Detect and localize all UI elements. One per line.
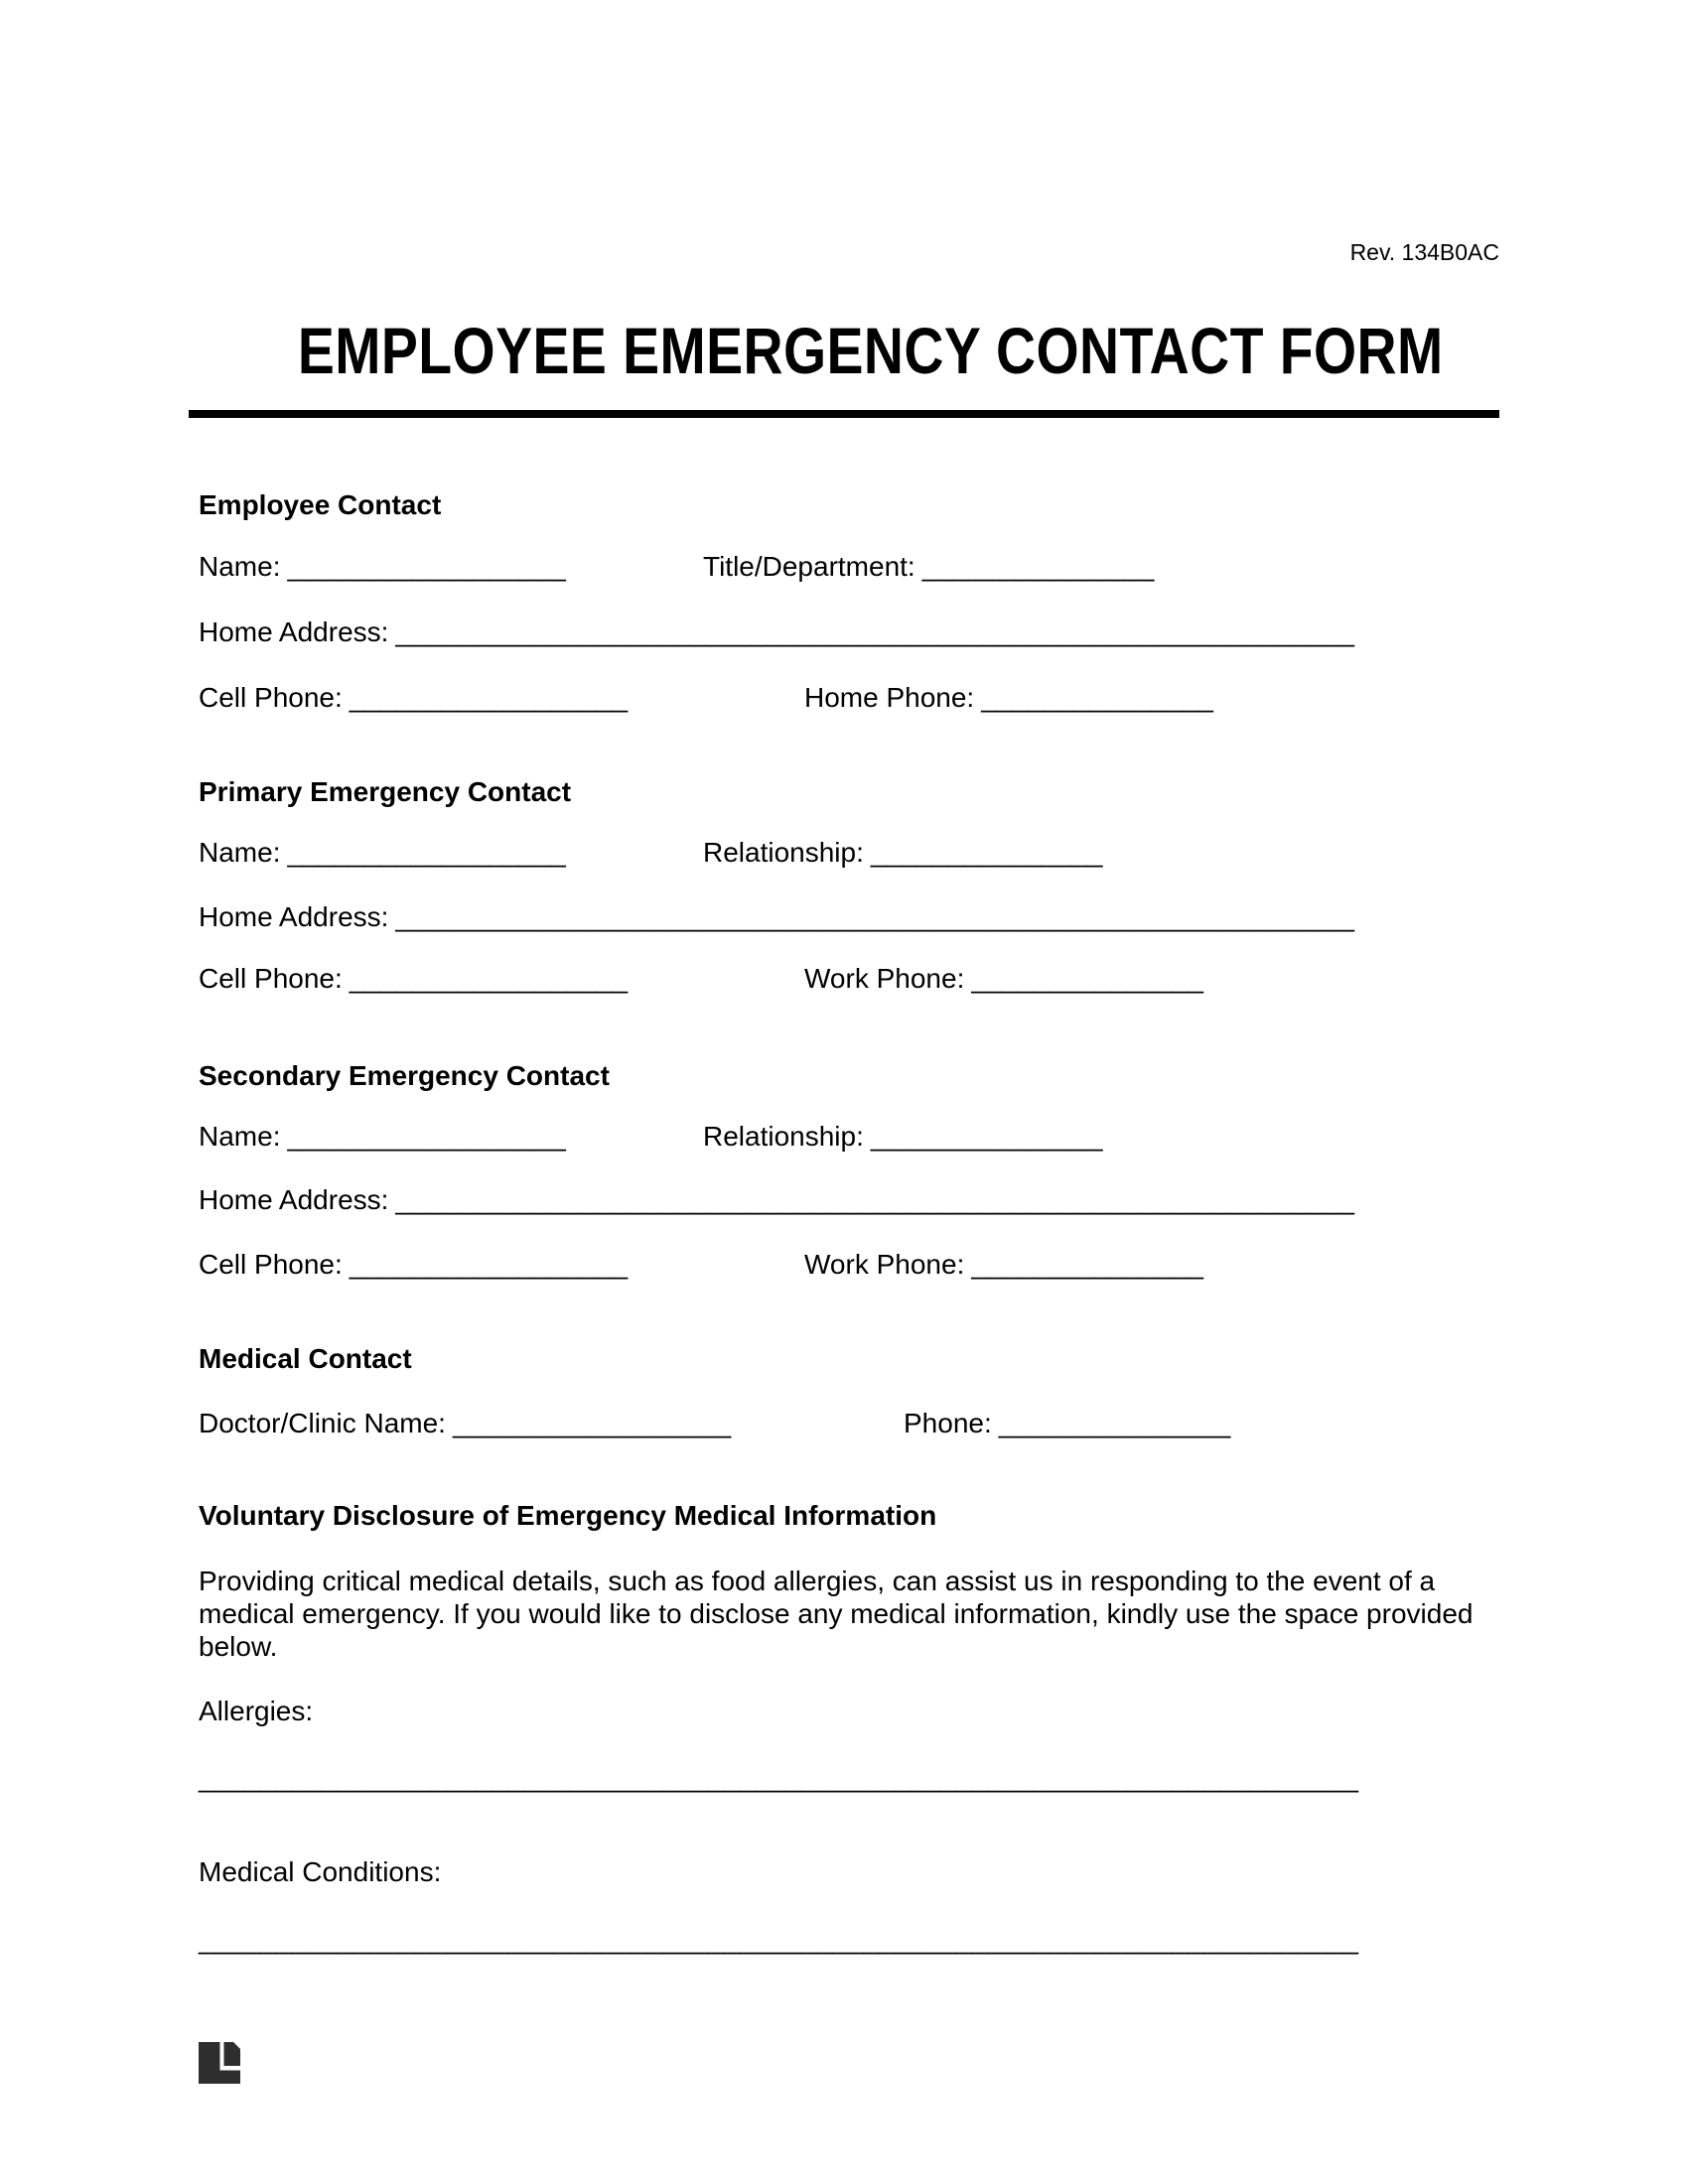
title-rule — [189, 410, 1499, 418]
employee-title-dept-field[interactable]: _______________ — [921, 551, 1155, 582]
medical-contact-row — [199, 1407, 1499, 1440]
primary-address-row — [199, 900, 1499, 934]
medical-phone-label: Phone: — [904, 1408, 992, 1438]
primary-section-heading: Primary Emergency Contact — [199, 776, 572, 807]
medical-phone-pair — [904, 1407, 1230, 1440]
disclosure-paragraph — [199, 1565, 1499, 1663]
employee-home-phone-pair — [804, 681, 1213, 715]
employee-phone-row — [199, 681, 1499, 715]
disclosure-paragraph-line-1: Providing critical medical details, such as food allergies, can assist us in responding to the event of a — [199, 1566, 1436, 1596]
secondary-address-pair — [199, 1184, 1354, 1215]
secondary-relationship-label: Relationship: — [703, 1121, 864, 1152]
disclosure-section-heading: Voluntary Disclosure of Emergency Medical Information — [199, 1500, 937, 1531]
primary-work-phone-field[interactable]: _______________ — [971, 963, 1203, 994]
secondary-work-phone-label: Work Phone: — [804, 1249, 965, 1280]
legal-templates-logo-icon — [199, 2042, 240, 2084]
secondary-cell-phone-label: Cell Phone: — [199, 1249, 343, 1280]
secondary-cell-phone-pair — [199, 1249, 628, 1280]
employee-address-row — [199, 615, 1499, 649]
page-title-text: EMPLOYEE EMERGENCY CONTACT FORM — [297, 314, 1444, 387]
employee-name-pair — [199, 551, 566, 582]
employee-address-pair — [199, 616, 1354, 647]
employee-cell-phone-label: Cell Phone: — [199, 682, 343, 713]
medical-conditions-label: Medical Conditions: — [199, 1856, 442, 1887]
employee-home-address-field[interactable]: ______________________________________________________________ — [395, 616, 1354, 647]
page-title — [189, 315, 1499, 400]
primary-cell-phone-label: Cell Phone: — [199, 963, 343, 994]
doctor-clinic-name-label: Doctor/Clinic Name: — [199, 1408, 446, 1438]
employee-title-dept-label: Title/Department: — [703, 551, 915, 582]
employee-home-phone-label: Home Phone: — [804, 682, 975, 713]
revision-number: Rev. 134B0AC — [1349, 239, 1499, 265]
doctor-clinic-pair — [199, 1408, 731, 1438]
doctor-clinic-name-field[interactable]: __________________ — [452, 1408, 732, 1438]
medical-section-heading: Medical Contact — [199, 1343, 412, 1374]
primary-cell-phone-field[interactable]: __________________ — [349, 963, 629, 994]
primary-name-row — [199, 836, 1499, 870]
primary-relationship-field[interactable]: _______________ — [870, 837, 1103, 868]
employee-title-dept-pair — [703, 550, 1154, 584]
primary-name-field[interactable]: __________________ — [287, 837, 566, 868]
primary-relationship-label: Relationship: — [703, 837, 864, 868]
primary-phone-row — [199, 962, 1499, 996]
disclosure-paragraph-line-3: below. — [199, 1631, 278, 1662]
secondary-home-address-label: Home Address: — [199, 1184, 389, 1215]
secondary-relationship-pair — [703, 1120, 1102, 1154]
secondary-name-label: Name: — [199, 1121, 281, 1152]
employee-section-heading: Employee Contact — [199, 489, 442, 520]
secondary-name-row — [199, 1120, 1499, 1154]
secondary-cell-phone-field[interactable]: __________________ — [349, 1249, 629, 1280]
disclosure-paragraph-line-2: medical emergency. If you would like to disclose any medical information, kindly use the space provided — [199, 1598, 1474, 1629]
primary-home-address-field[interactable]: ______________________________________________________________ — [395, 901, 1354, 932]
primary-work-phone-pair — [804, 962, 1203, 996]
employee-name-row — [199, 550, 1499, 584]
employee-name-label: Name: — [199, 551, 281, 582]
employee-name-field[interactable]: __________________ — [287, 551, 566, 582]
allergies-label: Allergies: — [199, 1696, 314, 1726]
primary-name-pair — [199, 837, 566, 868]
primary-work-phone-label: Work Phone: — [804, 963, 965, 994]
medical-conditions-field[interactable]: ___________________________________________________________________________ — [199, 1924, 1358, 1955]
primary-relationship-pair — [703, 836, 1102, 870]
secondary-relationship-field[interactable]: _______________ — [870, 1121, 1103, 1152]
secondary-phone-row — [199, 1248, 1499, 1282]
secondary-section-heading: Secondary Emergency Contact — [199, 1060, 610, 1091]
primary-name-label: Name: — [199, 837, 281, 868]
primary-home-address-label: Home Address: — [199, 901, 389, 932]
medical-phone-field[interactable]: _______________ — [998, 1408, 1231, 1438]
secondary-work-phone-pair — [804, 1248, 1203, 1282]
secondary-name-field[interactable]: __________________ — [287, 1121, 566, 1152]
primary-address-pair — [199, 901, 1354, 932]
employee-home-phone-field[interactable]: _______________ — [981, 682, 1213, 713]
primary-cell-phone-pair — [199, 963, 628, 994]
allergies-field[interactable]: ___________________________________________________________________________ — [199, 1762, 1358, 1793]
secondary-home-address-field[interactable]: ______________________________________________________________ — [395, 1184, 1354, 1215]
employee-cell-phone-pair — [199, 682, 628, 713]
secondary-address-row — [199, 1183, 1499, 1217]
secondary-work-phone-field[interactable]: _______________ — [971, 1249, 1203, 1280]
secondary-name-pair — [199, 1121, 566, 1152]
employee-cell-phone-field[interactable]: __________________ — [349, 682, 629, 713]
employee-home-address-label: Home Address: — [199, 616, 389, 647]
